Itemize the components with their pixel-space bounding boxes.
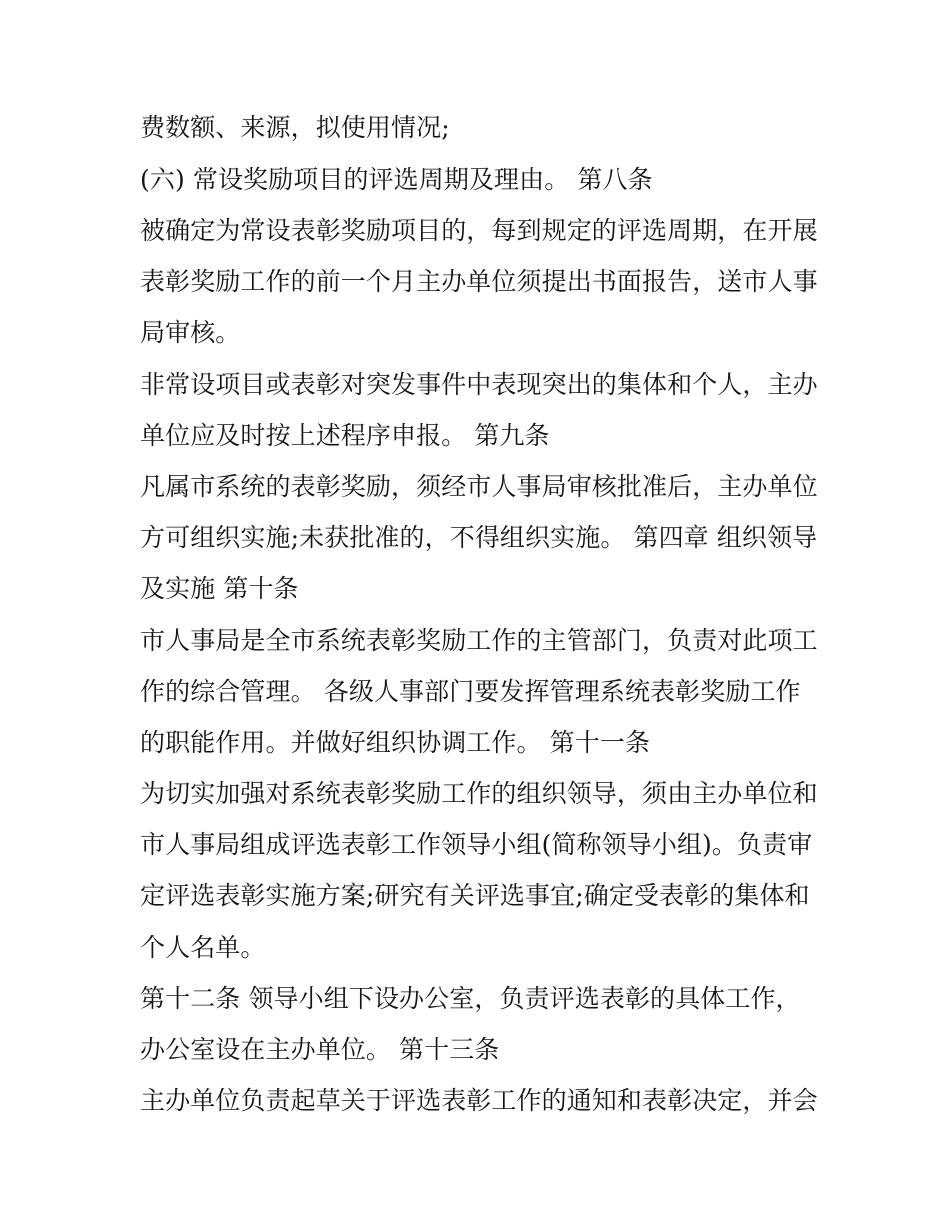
text-line: 的职能作用。并做好组织协调工作。 第十一条 bbox=[140, 728, 651, 757]
text-line: 市人事局组成评选表彰工作领导小组(简称领导小组)。负责审 bbox=[140, 830, 813, 859]
text-line: 市人事局是全市系统表彰奖励工作的主管部门，负责对此项工 bbox=[140, 626, 818, 655]
text-line: 个人名单。 bbox=[140, 933, 266, 962]
text-line: 及实施 第十条 bbox=[140, 574, 299, 603]
text-line: 方可组织实施;未获批准的，不得组织实施。 第四章 组织领导 bbox=[140, 523, 818, 552]
text-line: 定评选表彰实施方案;研究有关评选事宜;确定受表彰的集体和 bbox=[140, 881, 810, 910]
text-line: 主办单位负责起草关于评选表彰工作的通知和表彰决定，并会 bbox=[140, 1086, 818, 1115]
text-line: 非常设项目或表彰对突发事件中表现突出的集体和个人，主办 bbox=[140, 370, 818, 399]
text-line: 被确定为常设表彰奖励项目的，每到规定的评选周期，在开展 bbox=[140, 216, 818, 245]
text-line: 局审核。 bbox=[140, 318, 241, 347]
text-line: 为切实加强对系统表彰奖励工作的组织领导，须由主办单位和 bbox=[140, 779, 818, 808]
text-line: 表彰奖励工作的前一个月主办单位须提出书面报告，送市人事 bbox=[140, 267, 818, 296]
text-line: 作的综合管理。 各级人事部门要发挥管理系统表彰奖励工作 bbox=[140, 677, 801, 706]
text-line: 办公室设在主办单位。 第十三条 bbox=[140, 1035, 500, 1064]
text-line: (六) 常设奖励项目的评选周期及理由。 第八条 bbox=[140, 165, 653, 194]
text-line: 单位应及时按上述程序申报。 第九条 bbox=[140, 421, 550, 450]
text-line: 第十二条 领导小组下设办公室，负责评选表彰的具体工作， bbox=[140, 984, 801, 1013]
text-line: 费数额、来源，拟使用情况; bbox=[140, 113, 450, 142]
text-line: 凡属市系统的表彰奖励，须经市人事局审核批准后，主办单位 bbox=[140, 472, 818, 501]
